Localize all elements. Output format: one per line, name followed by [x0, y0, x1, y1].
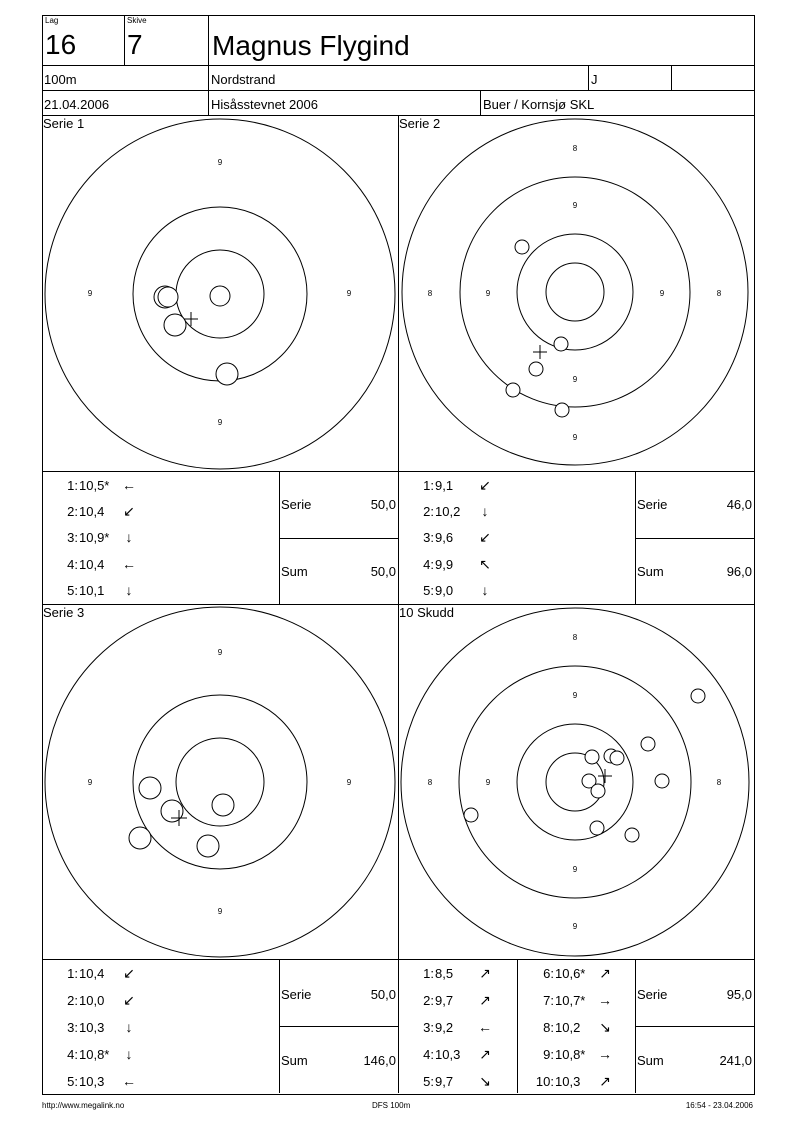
ring-number: 9	[346, 778, 352, 787]
shot-hole	[590, 821, 604, 835]
shot-hole	[625, 828, 639, 842]
list-item	[44, 1073, 141, 1089]
shot-score: 9,9	[435, 557, 454, 572]
shot-hole	[655, 774, 669, 788]
shot-score: 10,8*	[555, 1047, 586, 1062]
direction-arrow-icon: ↗	[599, 965, 611, 981]
list-item	[44, 965, 141, 982]
sum-value: 146,0	[363, 1053, 396, 1068]
list-item	[520, 992, 617, 1008]
shot-hole	[641, 737, 655, 751]
direction-arrow-icon: ↘	[479, 1073, 491, 1089]
footer-timestamp: 16:54 - 23.04.2006	[685, 1101, 753, 1110]
footer-url[interactable]: http://www.megalink.no	[42, 1101, 125, 1110]
shot-number: 4:	[67, 1047, 78, 1062]
direction-arrow-icon: ↓	[125, 582, 133, 598]
ring-number: 9	[572, 865, 578, 874]
list-item	[44, 529, 141, 545]
list-item	[400, 529, 497, 546]
shot-score: 10,4	[79, 966, 105, 981]
direction-arrow-icon: ↓	[125, 529, 133, 545]
list-item	[44, 1019, 141, 1035]
list-item	[400, 1019, 497, 1035]
list-item	[400, 992, 497, 1009]
shot-number: 6:	[543, 966, 554, 981]
direction-arrow-icon: ↗	[479, 1046, 491, 1062]
shot-score: 10,7*	[555, 993, 586, 1008]
list-item	[400, 1046, 497, 1063]
panel-title-serie1: Serie 1	[43, 116, 85, 131]
ring-number: 9	[572, 375, 578, 384]
shot-score: 10,5*	[79, 478, 110, 493]
shot-number: 5:	[67, 583, 78, 598]
ring-number: 9	[659, 289, 665, 298]
shot-score: 9,0	[435, 583, 454, 598]
ring-number: 8	[572, 144, 578, 153]
panel-title-serie2: Serie 2	[399, 116, 441, 131]
skive-value: 7	[127, 29, 143, 60]
direction-arrow-icon: ↗	[479, 965, 491, 981]
ring-number: 9	[217, 418, 223, 427]
shot-number: 2:	[67, 504, 78, 519]
direction-arrow-icon: ↓	[481, 582, 489, 598]
direction-arrow-icon: ↗	[599, 1073, 611, 1089]
ring-number: 9	[572, 201, 578, 210]
shot-score: 9,1	[435, 478, 454, 493]
distance: 100m	[44, 72, 77, 87]
shot-number: 1:	[67, 966, 78, 981]
shot-score: 10,4	[79, 504, 105, 519]
list-item	[520, 1046, 617, 1062]
direction-arrow-icon: ↙	[123, 992, 135, 1008]
target-ring	[401, 608, 749, 956]
class: J	[591, 72, 598, 87]
ring-number: 9	[572, 433, 578, 442]
ring-number: 9	[217, 907, 223, 916]
serie-value: 50,0	[370, 497, 396, 512]
sum-value: 50,0	[370, 564, 396, 579]
shot-number: 4:	[67, 557, 78, 572]
shot-score: 9,2	[435, 1020, 454, 1035]
lag-label: Lag	[45, 16, 59, 25]
sum-label: Sum	[281, 1053, 308, 1068]
list-item	[44, 556, 141, 572]
shot-number: 3:	[67, 530, 78, 545]
shot-hole	[591, 784, 605, 798]
ring-number: 9	[87, 289, 93, 298]
list-item	[44, 477, 141, 493]
direction-arrow-icon: ↖	[479, 556, 491, 572]
shot-number: 5:	[423, 583, 434, 598]
list-item	[400, 556, 497, 573]
direction-arrow-icon: ←	[122, 1073, 136, 1089]
target-ring	[517, 724, 633, 840]
direction-arrow-icon: ↘	[599, 1019, 611, 1035]
sum-value: 241,0	[719, 1053, 752, 1068]
shot-number: 5:	[423, 1074, 434, 1089]
skive-label: Skive	[127, 16, 147, 25]
ring-number: 9	[485, 289, 491, 298]
shot-number: 1:	[423, 966, 434, 981]
shot-score: 10,3	[555, 1074, 581, 1089]
date: 21.04.2006	[44, 97, 110, 112]
ring-number: 9	[346, 289, 352, 298]
shot-score: 8,5	[435, 966, 454, 981]
direction-arrow-icon: ↓	[481, 503, 489, 519]
serie-label: Serie	[281, 497, 312, 512]
direction-arrow-icon: ↙	[479, 529, 491, 545]
shot-score: 10,9*	[79, 530, 110, 545]
shot-score: 10,2	[435, 504, 461, 519]
sum-label: Sum	[637, 564, 664, 579]
sum-label: Sum	[281, 564, 308, 579]
list-item	[400, 1073, 497, 1090]
sum-label: Sum	[637, 1053, 664, 1068]
shot-number: 7:	[543, 993, 554, 1008]
serie-label: Serie	[637, 497, 668, 512]
list-item	[400, 582, 497, 598]
serie-label: Serie	[637, 987, 668, 1002]
shot-hole	[464, 808, 478, 822]
list-item	[400, 965, 497, 982]
direction-arrow-icon: ←	[122, 556, 136, 572]
list-item	[400, 477, 497, 494]
shot-number: 3:	[67, 1020, 78, 1035]
shot-number: 4:	[423, 1047, 434, 1062]
direction-arrow-icon: ↓	[125, 1046, 133, 1062]
direction-arrow-icon: →	[598, 1046, 612, 1062]
shot-number: 3:	[423, 530, 434, 545]
shot-number: 2:	[423, 993, 434, 1008]
shot-hole	[691, 689, 705, 703]
panel-title-serie3: Serie 3	[43, 605, 85, 620]
serie-value: 95,0	[726, 987, 752, 1002]
shot-number: 1:	[67, 478, 78, 493]
shot-score: 9,7	[435, 1074, 454, 1089]
direction-arrow-icon: ↗	[479, 992, 491, 1008]
ring-number: 9	[485, 778, 491, 787]
panel-title-10-skudd: 10 Skudd	[399, 605, 454, 620]
ring-number: 9	[217, 158, 223, 167]
shot-number: 3:	[423, 1020, 434, 1035]
shot-hole	[610, 751, 624, 765]
list-item	[520, 1019, 617, 1036]
shooter-name: Magnus Flygind	[212, 30, 410, 61]
ring-number: 9	[217, 648, 223, 657]
shot-number: 8:	[543, 1020, 554, 1035]
venue: Buer / Kornsjø SKL	[483, 97, 595, 112]
lag-value: 16	[45, 29, 77, 60]
shot-score: 10,4	[79, 557, 105, 572]
shot-score: 10,6*	[555, 966, 586, 981]
list-item	[44, 582, 141, 598]
list-item	[44, 503, 141, 520]
club: Nordstrand	[211, 72, 276, 87]
direction-arrow-icon: ↓	[125, 1019, 133, 1035]
shot-number: 5:	[67, 1074, 78, 1089]
list-item	[520, 1073, 617, 1090]
shot-number: 1:	[423, 478, 434, 493]
list-item	[44, 992, 141, 1009]
shot-number: 9:	[543, 1047, 554, 1062]
shot-hole	[585, 750, 599, 764]
shot-score: 10,3	[79, 1074, 105, 1089]
direction-arrow-icon: ←	[478, 1019, 492, 1035]
ring-number: 9	[572, 922, 578, 931]
event: Hisåsstevnet 2006	[211, 97, 318, 112]
shot-score: 10,1	[79, 583, 105, 598]
direction-arrow-icon: ↙	[479, 477, 491, 493]
ring-number: 8	[716, 289, 722, 298]
serie-label: Serie	[281, 987, 312, 1002]
list-item	[400, 503, 497, 519]
shot-score: 9,6	[435, 530, 454, 545]
footer-title: DFS 100m	[372, 1101, 411, 1110]
sum-value: 96,0	[726, 564, 752, 579]
shot-score: 10,2	[555, 1020, 581, 1035]
shot-score: 10,0	[79, 993, 105, 1008]
shot-number: 2:	[423, 504, 434, 519]
direction-arrow-icon: ↙	[123, 503, 135, 519]
shot-score: 10,3	[435, 1047, 461, 1062]
ring-number: 8	[427, 289, 433, 298]
direction-arrow-icon: ←	[122, 477, 136, 493]
shot-score: 9,7	[435, 993, 454, 1008]
serie-value: 46,0	[726, 497, 752, 512]
shot-score: 10,8*	[79, 1047, 110, 1062]
ring-number: 9	[87, 778, 93, 787]
shot-score: 10,3	[79, 1020, 105, 1035]
shot-number: 2:	[67, 993, 78, 1008]
ring-number: 8	[716, 778, 722, 787]
ring-number: 8	[427, 778, 433, 787]
direction-arrow-icon: →	[598, 992, 612, 1008]
ring-number: 8	[572, 633, 578, 642]
shot-number: 10:	[535, 1074, 554, 1089]
list-item	[520, 965, 617, 982]
shot-number: 4:	[423, 557, 434, 572]
serie-value: 50,0	[370, 987, 396, 1002]
direction-arrow-icon: ↙	[123, 965, 135, 981]
ring-number: 9	[572, 691, 578, 700]
list-item	[44, 1046, 141, 1062]
